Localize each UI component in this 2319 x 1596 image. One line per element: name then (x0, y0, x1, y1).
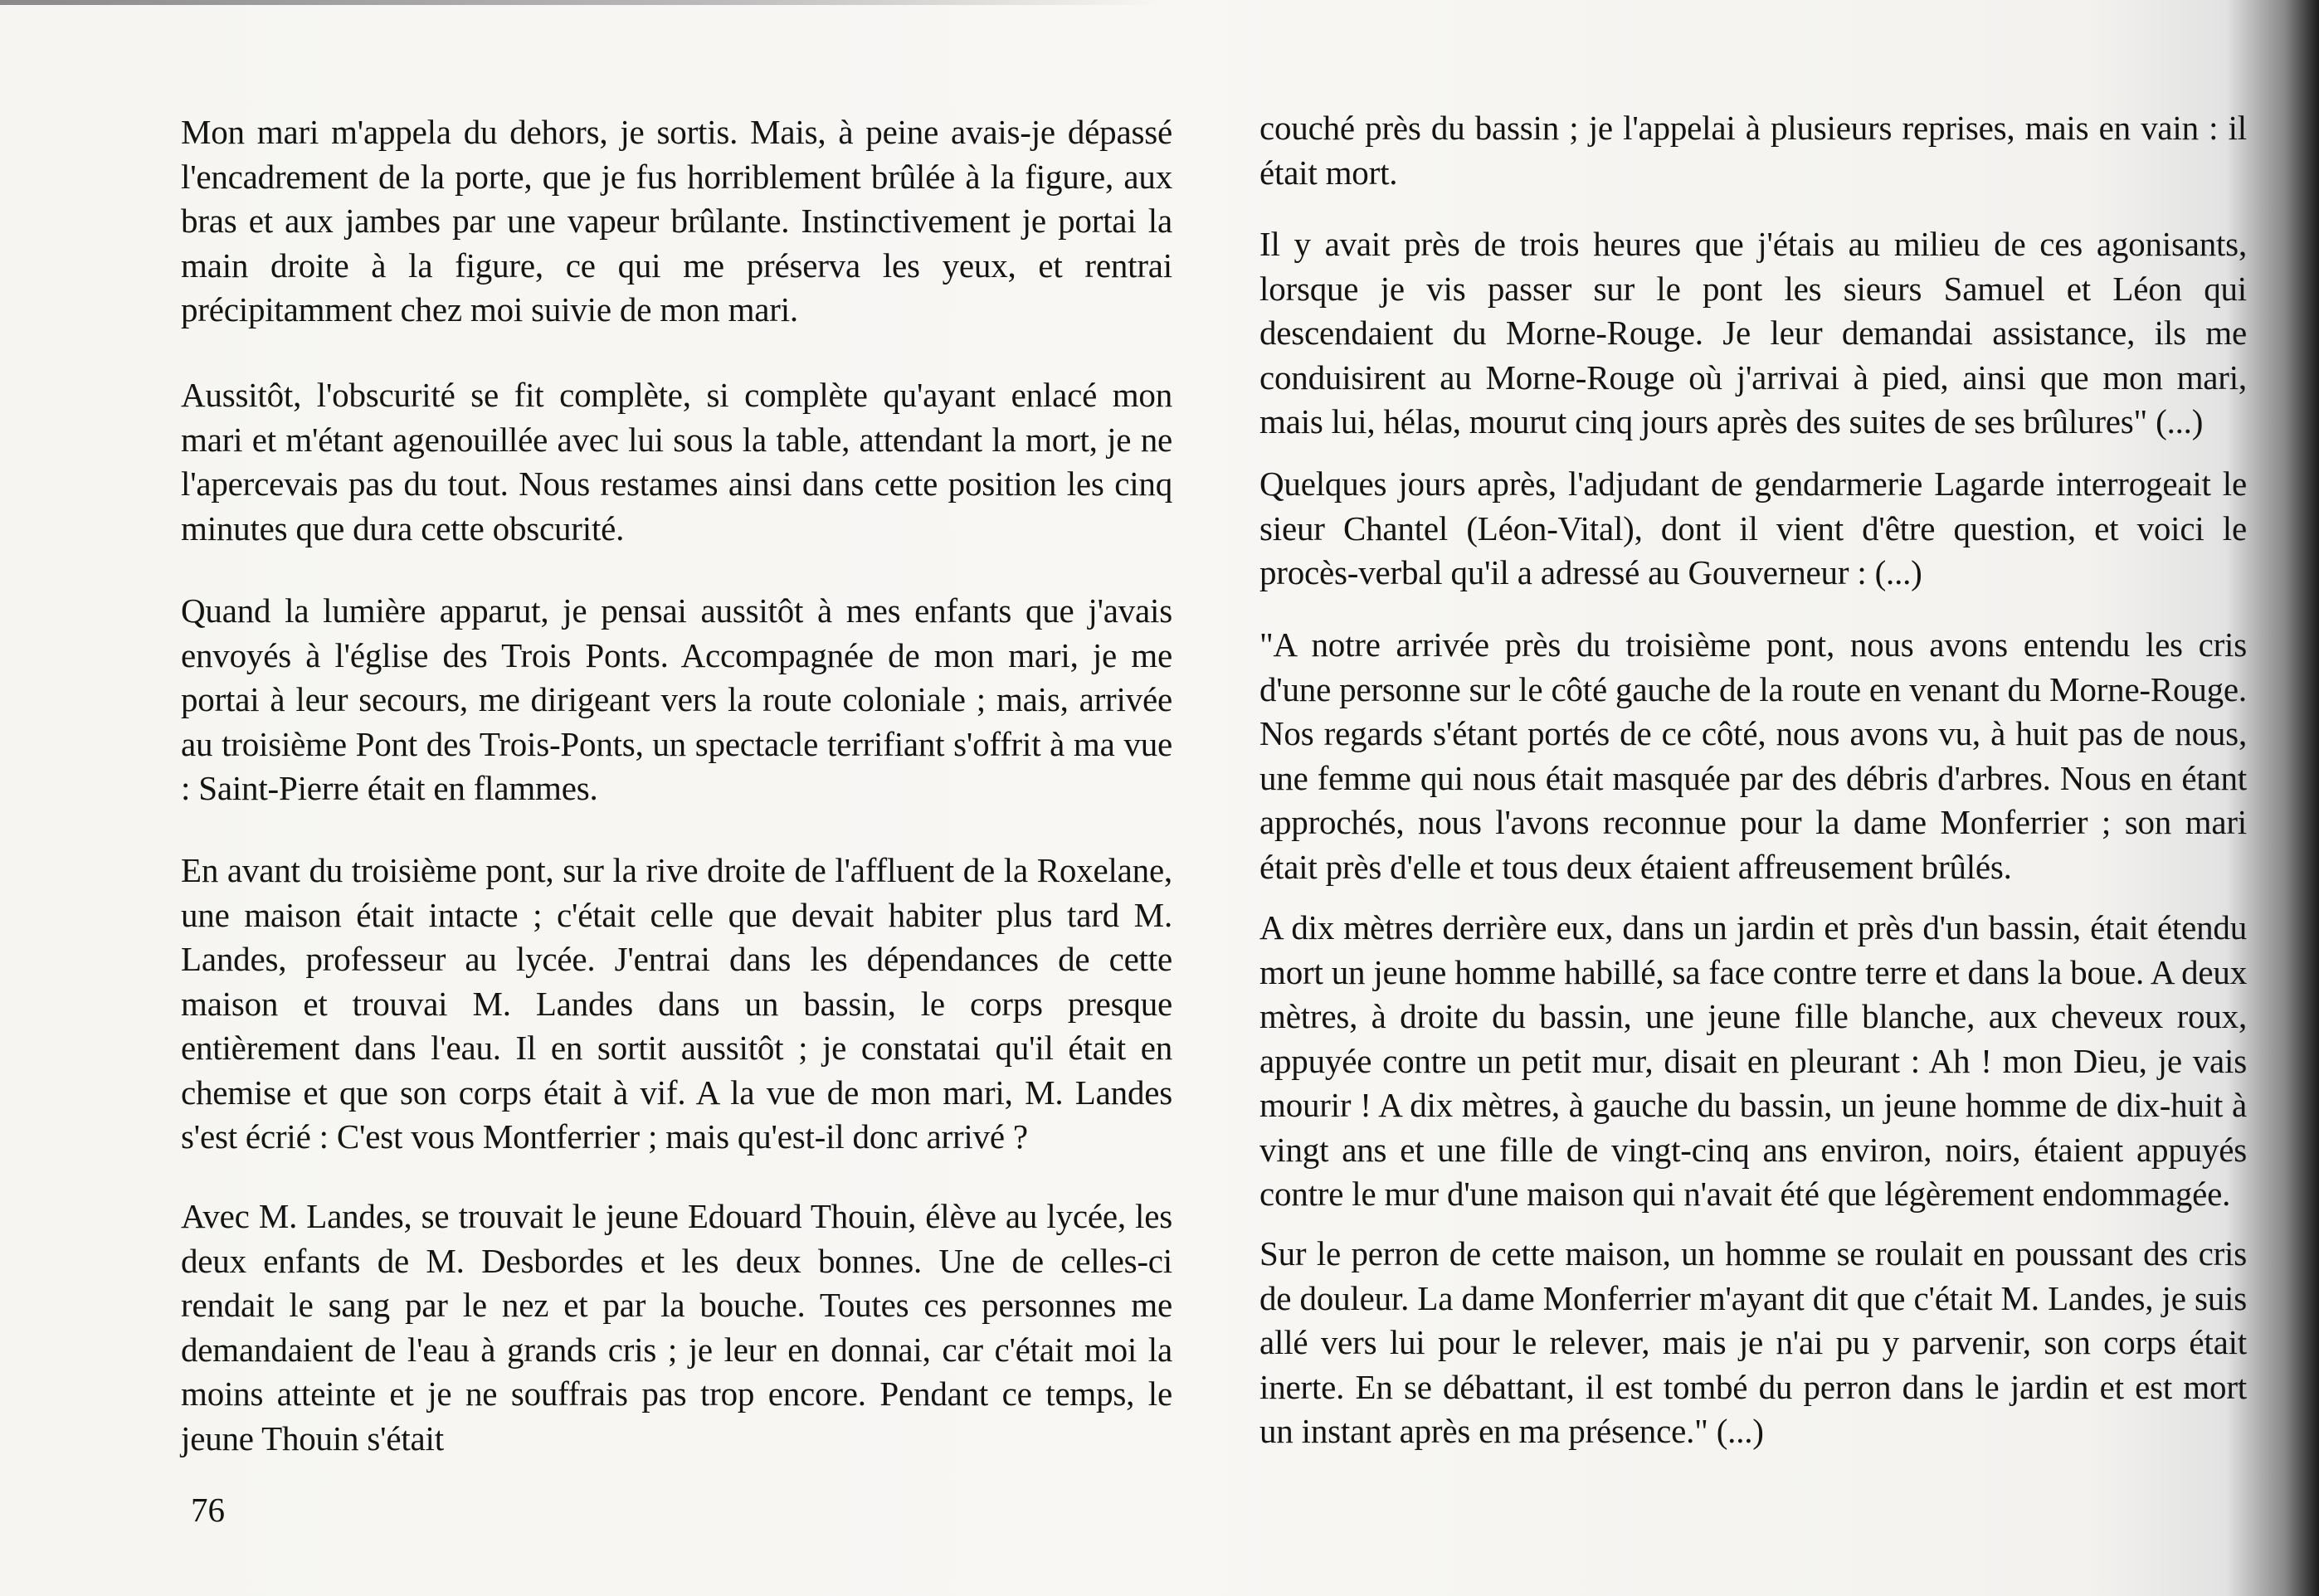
page-top-edge (0, 0, 1162, 5)
left-paragraph-5: Avec M. Landes, se trouvait le jeune Edouard Thouin, élève au lycée, les deux enfants de M. Desbordes et les deux bonnes. Une de celles-ci rendait le sang par le nez et par la bouche. Toutes ces personnes me demandaient de l'eau à grands cris ; je leur en donnai, car c'était moi la moins atteinte et je ne souffrais pas trop encore. Pendant ce temps, le jeune Thouin s'était (181, 1197, 1172, 1457)
left-paragraph-3: Quand la lumière apparut, je pensai aussitôt à mes enfants que j'avais envoyés à l'église des Trois Ponts. Accompagnée de mon mari, je me portai à leur secours, me dirigeant vers la route coloniale ; mais, arrivée au troisième Pont des Trois-Ponts, un spectacle terrifiant s'offrit à ma vue : Saint-Pierre était en flammes. (181, 591, 1172, 807)
right-paragraph-5: A dix mètres derrière eux, dans un jardin et près d'un bassin, était étendu mort un jeune homme habillé, sa face contre terre et dans la boue. A deux mètres, à droite du bassin, une jeune fille blanche, aux cheveux roux, appuyée contre un petit mur, disait en pleurant : Ah ! mon Dieu, je vais mourir ! A dix mètres, à gauche du bassin, un jeune homme de dix-huit à vingt ans et une fille de vingt-cinq ans environ, noirs, étaient appuyés contre le mur d'une maison qui n'avait été que légèrement endommagée. (1259, 908, 2247, 1213)
right-paragraph-2: Il y avait près de trois heures que j'étais au milieu de ces agonisants, lorsque je vis passer sur le pont les sieurs Samuel et Léon qui descendaient du Morne-Rouge. Je leur demandai assistance, ils me conduisirent au Morne-Rouge où j'arrivai à pied, ainsi que mon mari, mais lui, hélas, mourut cinq jours après des suites de ses brûlures" (...) (1259, 225, 2247, 440)
right-paragraph-4: "A notre arrivée près du troisième pont, nous avons entendu les cris d'une personne sur le côté gauche de la route en venant du Morne-Rouge. Nos regards s'étant portés de ce côté, nous avons vu, à huit pas de nous, une femme qui nous était masquée par des débris d'arbres. Nous en étant approchés, nous l'avons reconnue pour la dame Monferrier ; son mari était près d'elle et tous deux étaient affreusement brûlés. (1259, 625, 2247, 886)
left-paragraph-1: Mon mari m'appela du dehors, je sortis. Mais, à peine avais-je dépassé l'encadrement de la porte, que je fus horriblement brûlée à la figure, aux bras et aux jambes par une vapeur brûlante. Instinctivement je portai la main droite à la figure, ce qui me préserva les yeux, et rentrai précipitamment chez moi suivie de mon mari. (181, 113, 1172, 328)
left-paragraph-2: Aussitôt, l'obscurité se fit complète, si complète qu'ayant enlacé mon mari et m'étant agenouillée avec lui sous la table, attendant la mort, je ne l'apercevais pas du tout. Nous restames ainsi dans cette position les cinq minutes que dura cette obscurité. (181, 376, 1172, 547)
left-paragraph-4: En avant du troisième pont, sur la rive droite de l'affluent de la Roxelane, une maison était intacte ; c'était celle que devait habiter plus tard M. Landes, professeur au lycée. J'entrai dans les dépendances de cette maison et trouvai M. Landes dans un bassin, le corps presque entièrement dans l'eau. Il en sortit aussitôt ; je constatai qu'il était en chemise et que son corps était à vif. A la vue de mon mari, M. Landes s'est écrié : C'est vous Montferrier ; mais qu'est-il donc arrivé ? (181, 851, 1172, 1156)
right-paragraph-6: Sur le perron de cette maison, un homme se roulait en poussant des cris de douleur. La dame Monferrier m'ayant dit que c'était M. Landes, je suis allé vers lui pour le relever, mais je n'ai pu y parvenir, son corps était inerte. En se débattant, il est tombé du perron dans le jardin et est mort un instant après en ma présence." (...) (1259, 1234, 2247, 1450)
right-paragraph-1: couché près du bassin ; je l'appelai à plusieurs reprises, mais en vain : il était mort. (1259, 109, 2247, 192)
page-number: 76 (191, 1491, 225, 1529)
right-paragraph-3: Quelques jours après, l'adjudant de gendarmerie Lagarde interrogeait le sieur Chantel (Léon-Vital), dont il vient d'être question, et voici le procès-verbal qu'il a adressé au Gouverneur : (...) (1259, 465, 2247, 591)
